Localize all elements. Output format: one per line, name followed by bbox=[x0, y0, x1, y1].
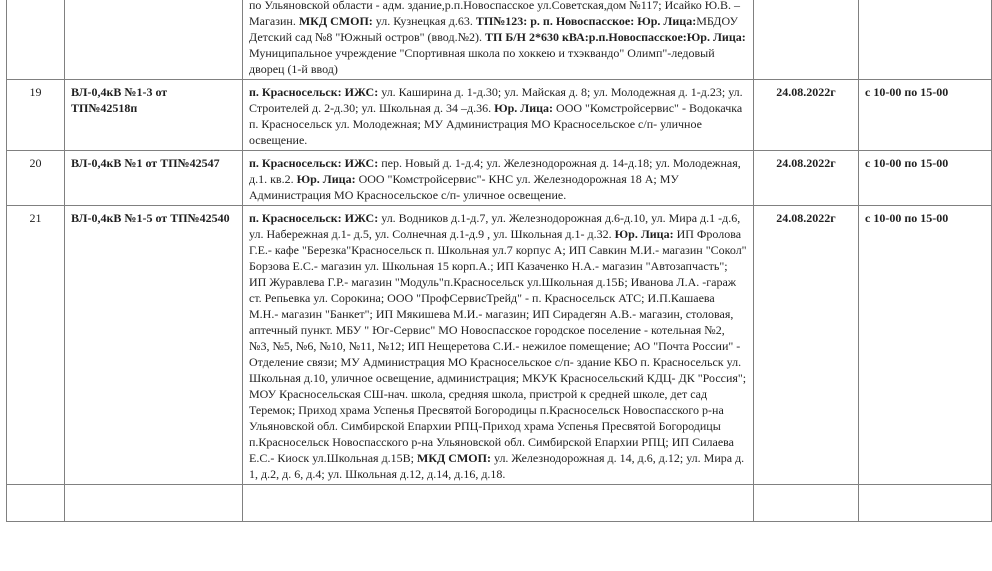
area-heading-text: п. Красносельск: ИЖС: bbox=[249, 156, 379, 170]
area-detail-text: ул. Кузнецкая д.63. bbox=[372, 14, 476, 28]
affected-areas-cell bbox=[243, 206, 754, 485]
power-line-cell: ВЛ-0,4кВ №1-3 от ТП№42518п bbox=[65, 80, 243, 151]
outage-schedule-table bbox=[6, 0, 992, 522]
area-detail-text: МБДОУ Детский сад №8 "Южный остров" (ввод.№2). bbox=[249, 14, 738, 44]
area-detail-text: ООО "Комстройсервис" - Водокачка п. Красносельск ул. Молодежная; МУ Администрация МО Красносельское с/п- уличное освещение. bbox=[249, 101, 743, 147]
area-heading-text: МКД СМОП: bbox=[417, 451, 491, 465]
outage-time-cell bbox=[859, 0, 992, 80]
area-detail-text: ул. Водников д.1-д.7, ул. Железнодорожная д.6-д.10, ул. Мира д.1 -д.6, ул. Набережная д.1- д.5, ул. Солнечная д.1-д.9 , ул. Школьная д.1- д.32. bbox=[249, 211, 741, 241]
outage-time-cell: с 10-00 по 15-00 bbox=[859, 151, 992, 206]
area-heading-text: МКД СМОП: bbox=[298, 14, 373, 28]
row-number-cell: 19 bbox=[7, 80, 65, 151]
area-detail-text: ИП Фролова Г.Е.- кафе "Березка"Красносельск п. Школьная ул.7 корпус А; ИП Савкин М.И.- магазин "Сокол" Борзова Е.С.- магазин ул. Школьная 15 корп.А.; ИП Казаченко Н.А.- магазин "Автозапчасть"; ИП Журавлева Г.Р.- магазин "Модуль"п.Красносельск ул.Школьная д.15Б; Иванова Л.А. -гараж ст. Репьевка ул. Сорокина; ООО "ПрофСервисТрейд" - п. Красносельск АТС; И.П.Кашаева М.Н.- магазин "Банкет"; ИП Мякишева М.И.- магазин; ИП Сирадегян А.В.- магазин, столовая, аптечный пункт. МБУ " Юг-Сервис" МО Новоспасское городское поселение - котельная №2, №3, №5, №6, №10, №11, №12; ИП Нещеретова С.И.- нежилое помещение; АО "Почта России" - Отделение связи; МУ Администрация МО Красносельское с/п- здание КБО п. Красносельск ул. Школьная д.10, уличное освещение, администрация; МКУК Красносельский КДЦ- ДК "Россия"; МОУ Красносельская СШ-нач. школа, средняя школа, пристрой к средней школе, дет сад Теремок; Приход храма Успенья Пресвятой Богородицы п.Красносельск Новоспасского р-на Ульяновской обл. Симбирской Епархии РПЦ-Приход храма Успенья Пресвятой Богородицы п.Красносельск Новоспасского р-на Ульяновской обл. Симбирской Епархии РПЦ; ИП Силаева Е.С.- Киоск ул.Школьная д.15В; bbox=[249, 227, 747, 465]
area-heading-text: п. Красносельск: ИЖС: bbox=[249, 211, 379, 225]
area-heading-text: ТП№123: р. п. Новоспасское: Юр. Лица: bbox=[475, 14, 697, 28]
table-row bbox=[7, 206, 992, 485]
row-number-cell: 21 bbox=[7, 206, 65, 485]
affected-areas-cell bbox=[243, 80, 754, 151]
area-heading-text: Юр. Лица: bbox=[296, 172, 356, 186]
table-row bbox=[7, 151, 992, 206]
row-number-cell: 20 bbox=[7, 151, 65, 206]
affected-areas-cell bbox=[243, 151, 754, 206]
affected-areas-cell bbox=[243, 0, 754, 80]
table-row bbox=[7, 0, 992, 80]
area-heading-text: ТП Б/Н 2*630 кВА:р.п.Новоспасское:Юр. Лица: bbox=[485, 30, 746, 44]
outage-date-cell: 24.08.2022г bbox=[754, 80, 859, 151]
area-heading-text: Юр. Лица: bbox=[494, 101, 554, 115]
area-detail-text: по Ульяновской области - адм. здание,р.п.Новоспасское ул.Советская,дом №117; Исайко Ю.В. – Магазин. bbox=[249, 0, 741, 28]
power-line-cell bbox=[65, 485, 243, 522]
outage-time-cell: с 10-00 по 15-00 bbox=[859, 80, 992, 151]
outage-date-cell: 24.08.2022г bbox=[754, 151, 859, 206]
area-heading-text: п. Красносельск: ИЖС: bbox=[249, 85, 379, 99]
area-detail-text: Муниципальное учреждение "Спортивная школа по хоккею и тхэквандо" Олимп"-ледовый дворец (1-й ввод) bbox=[249, 46, 715, 76]
schedule-table-body bbox=[7, 0, 992, 522]
area-detail-text: пер. Новый д. 1-д.4; ул. Железнодорожная д. 14-д.18; ул. Молодежная, д.1. кв.2. bbox=[249, 156, 741, 186]
area-detail-text: ООО "Комстройсервис"- КНС ул. Железнодорожная 18 А; МУ Администрация МО Красносельское с/п- уличное освещение. bbox=[249, 172, 679, 202]
outage-date-cell bbox=[754, 485, 859, 522]
outage-time-cell: с 10-00 по 15-00 bbox=[859, 206, 992, 485]
power-line-cell bbox=[65, 0, 243, 80]
outage-date-cell: 24.08.2022г bbox=[754, 206, 859, 485]
power-line-cell: ВЛ-0,4кВ №1 от ТП№42547 bbox=[65, 151, 243, 206]
area-detail-text: ул. Железнодорожная д. 14, д.6, д.12; ул. Мира д. 1, д.2, д. 6, д.4; ул. Школьная д.12, д.14, д.16, д.18. bbox=[249, 451, 745, 481]
outage-time-cell bbox=[859, 485, 992, 522]
area-detail-text: ул. Каширина д. 1-д.30; ул. Майская д. 8; ул. Молодежная д. 1-д.23; ул. Строителей д. 2-д.30; ул. Школьная д. 34 –д.36. bbox=[249, 85, 743, 115]
row-number-cell bbox=[7, 0, 65, 80]
affected-areas-cell bbox=[243, 485, 754, 522]
area-heading-text: Юр. Лица: bbox=[614, 227, 674, 241]
table-row bbox=[7, 485, 992, 522]
row-number-cell bbox=[7, 485, 65, 522]
outage-date-cell bbox=[754, 0, 859, 80]
table-row bbox=[7, 80, 992, 151]
power-line-cell: ВЛ-0,4кВ №1-5 от ТП№42540 bbox=[65, 206, 243, 485]
